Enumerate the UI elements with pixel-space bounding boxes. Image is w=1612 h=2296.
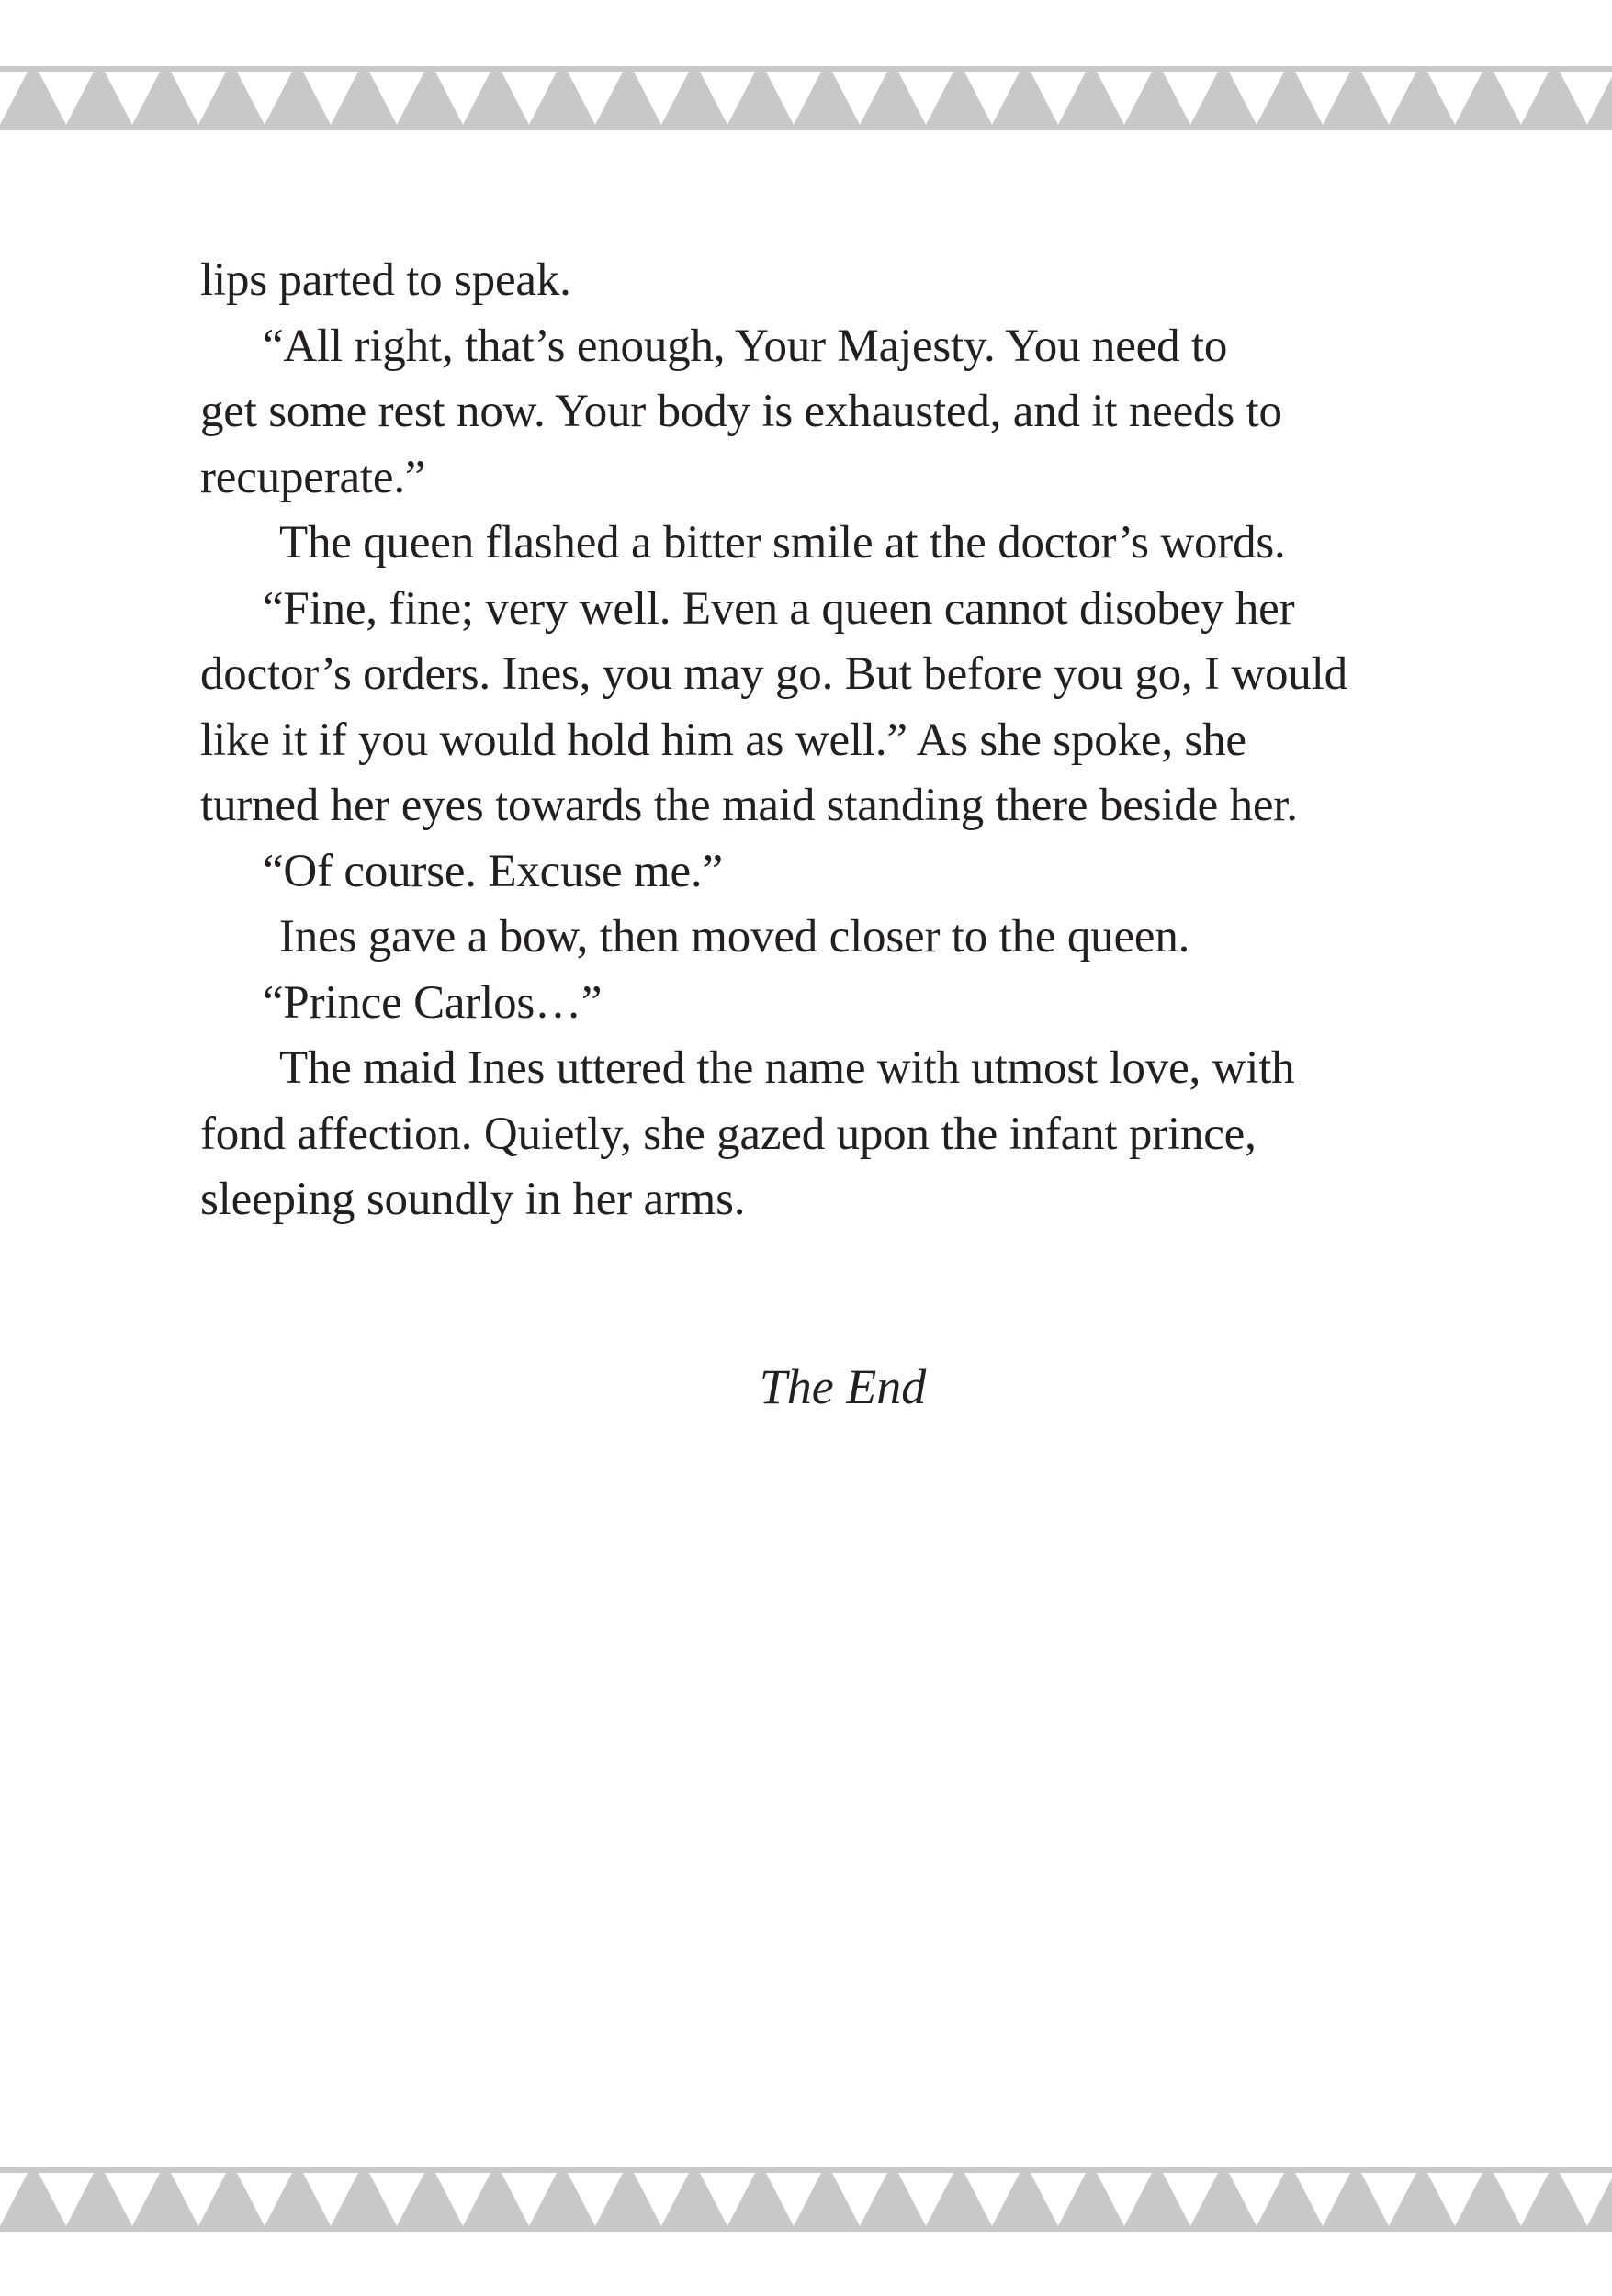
text-line: turned her eyes towards the maid standing there beside her. bbox=[200, 780, 1298, 831]
story-text-block bbox=[200, 248, 1486, 1233]
closing-the-end: The End bbox=[759, 1359, 927, 1414]
triangle-pattern bbox=[0, 2167, 1612, 2232]
text-line: sleeping soundly in her arms. bbox=[200, 1174, 746, 1225]
text-line: fond affection. Quietly, she gazed upon the infant prince, bbox=[200, 1108, 1257, 1160]
text-line: “Of course. Excuse me.” bbox=[263, 845, 723, 897]
text-line: “Fine, fine; very well. Even a queen cannot disobey her bbox=[263, 582, 1295, 635]
triangle-pattern bbox=[0, 66, 1612, 130]
text-line: “All right, that’s enough, Your Majesty. You need to bbox=[263, 320, 1228, 372]
top-triangle-border bbox=[0, 66, 1612, 130]
text-line: Ines gave a bow, then moved closer to the queen. bbox=[279, 911, 1190, 962]
text-line: recuperate.” bbox=[200, 451, 426, 503]
text-line: The maid Ines uttered the name with utmost love, with bbox=[279, 1042, 1295, 1094]
text-line: “Prince Carlos…” bbox=[263, 976, 603, 1029]
bottom-triangle-border bbox=[0, 2167, 1612, 2232]
text-line: The queen flashed a bitter smile at the doctor’s words. bbox=[279, 517, 1286, 568]
text-line: lips parted to speak. bbox=[200, 254, 571, 306]
text-line: like it if you would hold him as well.” As she spoke, she bbox=[200, 714, 1246, 766]
text-line: get some rest now. Your body is exhausted, and it needs to bbox=[200, 386, 1282, 437]
text-line: doctor’s orders. Ines, you may go. But before you go, I would bbox=[200, 648, 1347, 700]
